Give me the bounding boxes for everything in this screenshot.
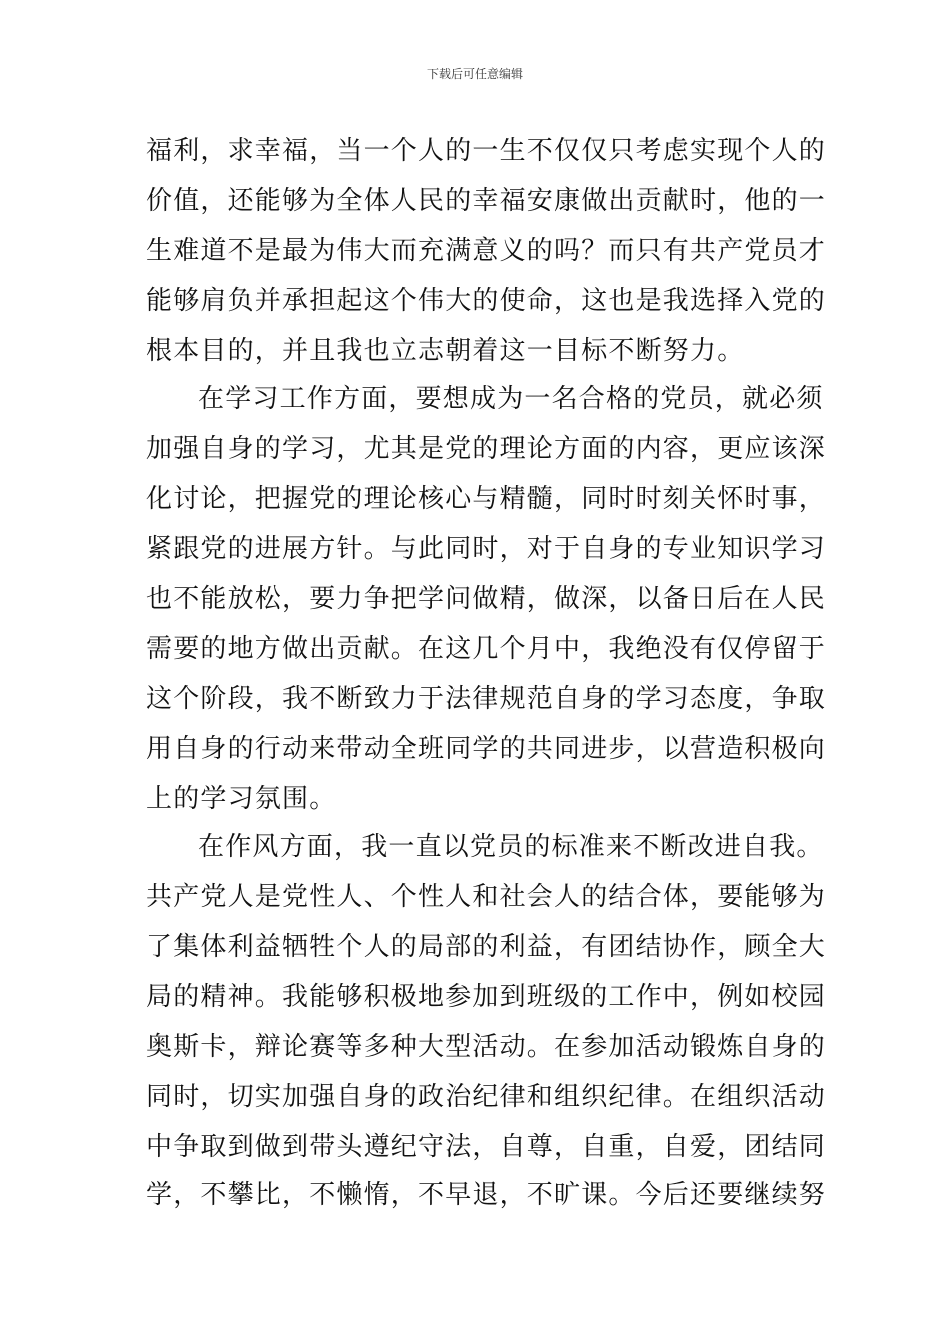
- text-line: 也不能放松，要力争把学问做精，做深，以备日后在人民: [146, 584, 827, 614]
- text-line: 了集体利益牺牲个人的局部的利益，有团结协作，顾全大: [146, 932, 827, 962]
- text-line: 加强自身的学习，尤其是党的理论方面的内容，更应该深: [146, 434, 827, 464]
- text-line: 局的精神。我能够积极地参加到班级的工作中，例如校园: [146, 982, 827, 1012]
- paragraph-first-line: 在学习工作方面，要想成为一名合格的党员，就必须: [198, 384, 824, 414]
- text-line: 学，不攀比，不懒惰，不早退，不旷课。今后还要继续努: [146, 1180, 827, 1210]
- text-line: 上的学习氛围。: [146, 784, 337, 814]
- text-line: 中争取到做到带头遵纪守法，自尊，自重，自爱，团结同: [146, 1132, 827, 1162]
- paragraph-first-line: 在作风方面，我一直以党员的标准来不断改进自我。: [198, 832, 824, 862]
- text-line: 共产党人是党性人、个性人和社会人的结合体，要能够为: [146, 882, 827, 912]
- text-line: 用自身的行动来带动全班同学的共同进步，以营造积极向: [146, 734, 827, 764]
- text-line: 这个阶段，我不断致力于法律规范自身的学习态度，争取: [146, 684, 827, 714]
- text-line: 根本目的，并且我也立志朝着这一目标不断努力。: [146, 336, 745, 366]
- text-line: 能够肩负并承担起这个伟大的使命，这也是我选择入党的: [146, 286, 827, 316]
- text-line: 需要的地方做出贡献。在这几个月中，我绝没有仅停留于: [146, 634, 827, 664]
- text-line: 同时，切实加强自身的政治纪律和组织纪律。在组织活动: [146, 1082, 827, 1112]
- text-line: 价值，还能够为全体人民的幸福安康做出贡献时，他的一: [146, 186, 827, 216]
- page-header: 下载后可任意编辑: [426, 67, 523, 81]
- text-line: 生难道不是最为伟大而充满意义的吗？而只有共产党员才: [146, 236, 827, 266]
- text-line: 化讨论，把握党的理论核心与精髓，同时时刻关怀时事，: [146, 484, 827, 514]
- text-line: 紧跟党的进展方针。与此同时，对于自身的专业知识学习: [146, 534, 827, 564]
- text-line: 福利，求幸福，当一个人的一生不仅仅只考虑实现个人的: [146, 136, 827, 166]
- text-line: 奥斯卡，辩论赛等多种大型活动。在参加活动锻炼自身的: [146, 1032, 827, 1062]
